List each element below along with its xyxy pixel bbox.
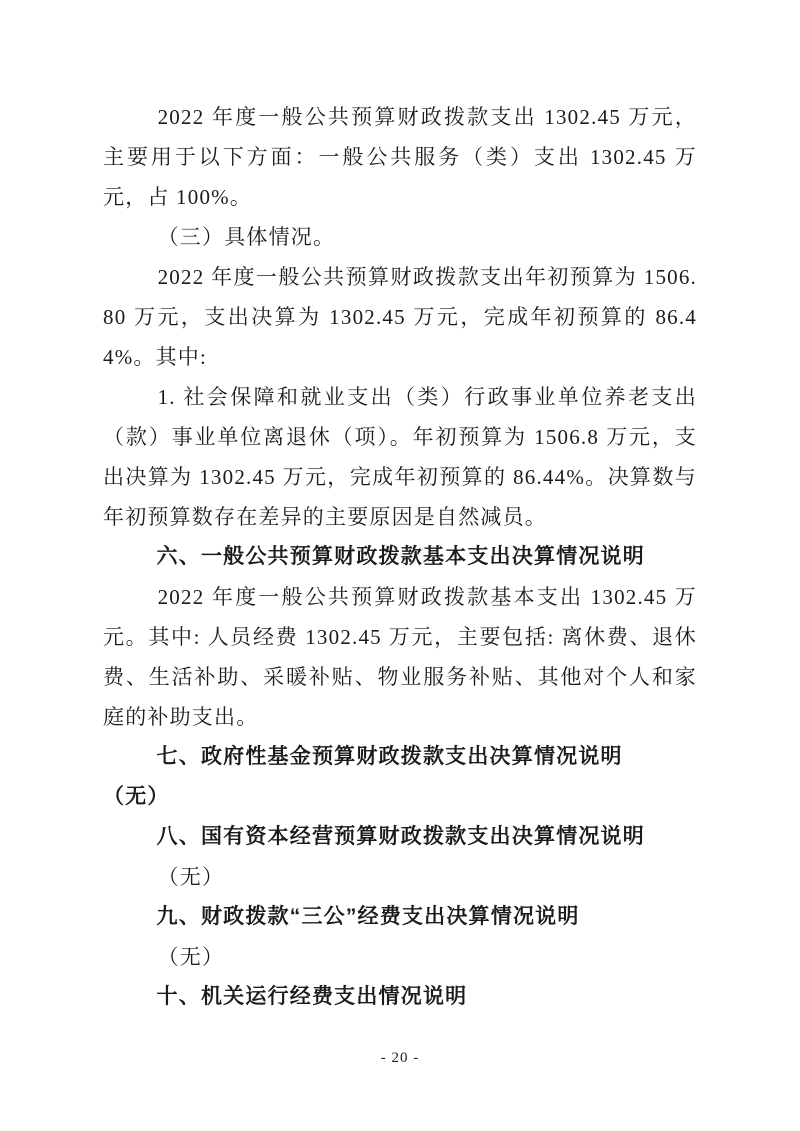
page-number: - 20 - [380, 1050, 420, 1066]
document-body [103, 97, 697, 1017]
para-item-1-social-security: 1. 社会保障和就业支出（类）行政事业单位养老支出（款）事业单位离退休（项）。年初预算为 1506.8 万元，支出决算为 1302.45 万元，完成年初预算的 86.44%。决算数与年初预算数存在差异的主要原因是自然减员。 [103, 385, 697, 529]
heading-section-9-three-public-funds: 九、财政拨款“三公”经费支出决算情况说明 [156, 905, 580, 928]
para-subsection-three-title: （三）具体情况。 [157, 225, 336, 249]
heading-section-7-government-funds: 七、政府性基金预算财政拨款支出决算情况说明 [156, 745, 623, 768]
para-initial-vs-final-budget: 2022 年度一般公共预算财政拨款支出年初预算为 1506.80 万元，支出决算为 1302.45 万元，完成年初预算的 86.44%。其中: [103, 265, 697, 369]
heading-section-10-operating-expenses: 十、机关运行经费支出情况说明 [156, 985, 468, 1008]
none-note-after-section-8: （无） [157, 865, 225, 889]
heading-section-8-state-capital: 八、国有资本经营预算财政拨款支出决算情况说明 [156, 825, 645, 848]
none-note-after-section-7: （无） [103, 785, 170, 808]
heading-section-6-basic-expenditure: 六、一般公共预算财政拨款基本支出决算情况说明 [156, 545, 645, 568]
para-general-budget-expenditure-summary: 2022 年度一般公共预算财政拨款支出 1302.45 万元，主要用于以下方面：一般公共服务（类）支出 1302.45 万元，占 100%。 [103, 105, 697, 209]
none-note-after-section-9: （无） [157, 945, 225, 969]
para-basic-expenditure-detail: 2022 年度一般公共预算财政拨款基本支出 1302.45 万元。其中: 人员经费 1302.45 万元，主要包括: 离休费、退休费、生活补助、采暖补贴、物业服务补贴、其他对个人和家庭的补助支出。 [103, 585, 697, 729]
